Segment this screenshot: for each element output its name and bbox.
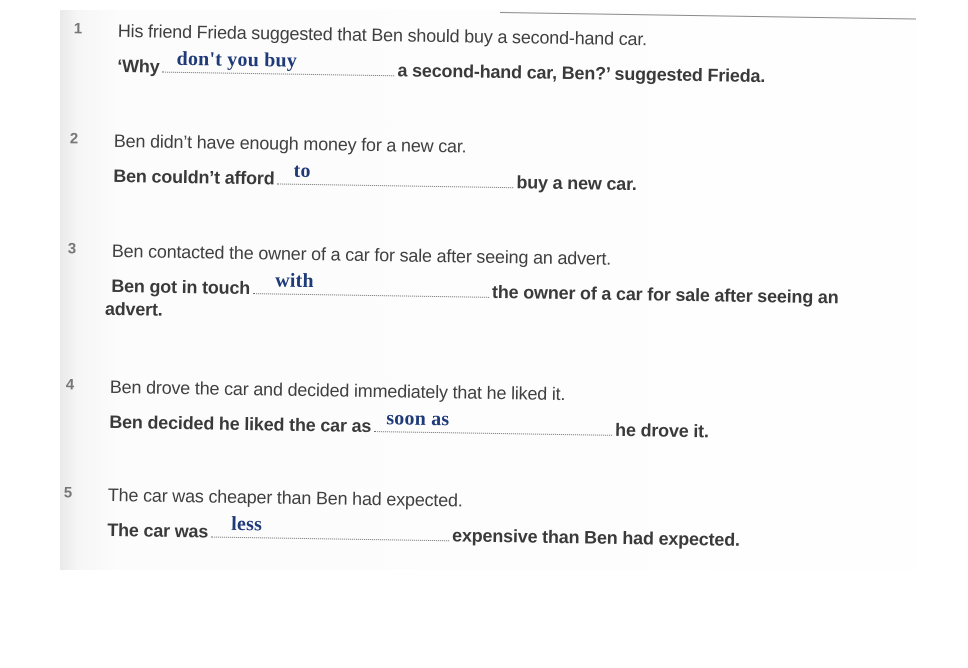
exercise-item-5: [60, 484, 906, 570]
item-number: 2: [69, 130, 79, 148]
sentence-start: The car was: [107, 519, 209, 542]
item-prompt: His friend Frieda suggested that Ben should buy a second-hand car.: [117, 20, 648, 50]
item-prompt: Ben contacted the owner of a car for sale after seeing an advert.: [111, 240, 612, 269]
exercise-item-4: [60, 376, 908, 489]
sentence-end: a second-hand car, Ben?’ suggested Frieda.: [397, 60, 766, 87]
exercise-item-3: [60, 240, 910, 353]
sentence-end: he drove it.: [614, 419, 709, 442]
sentence-continuation: advert.: [104, 298, 163, 320]
answer-blank[interactable]: [211, 512, 449, 542]
sentence-end: the owner of a car for sale after seeing an: [491, 281, 839, 308]
sentence-end: buy a new car.: [516, 172, 637, 195]
answer-blank[interactable]: [253, 269, 489, 298]
sentence-start: Ben got in touch: [111, 275, 251, 299]
sentence-start: ‘Why: [117, 55, 160, 77]
item-prompt: Ben drove the car and decided immediately that he liked it.: [109, 376, 566, 405]
handwritten-answer: soon as: [386, 407, 450, 431]
answer-sentence: [107, 512, 740, 551]
answer-sentence: [111, 269, 839, 308]
handwritten-answer: less: [231, 512, 263, 536]
item-prompt: The car was cheaper than Ben had expected.: [107, 484, 463, 511]
answer-blank[interactable]: [374, 407, 612, 436]
exercise-item-1: [60, 20, 916, 133]
answer-sentence: [117, 47, 766, 87]
handwritten-answer: with: [274, 269, 314, 293]
worksheet-scan: [60, 10, 916, 570]
page-edge-line: [500, 12, 916, 20]
sentence-end: expensive than Ben had expected.: [451, 525, 740, 550]
exercise-item-2: [60, 130, 912, 243]
answer-blank[interactable]: [277, 159, 513, 188]
sentence-start: Ben couldn’t afford: [113, 165, 275, 189]
answer-blank[interactable]: [162, 47, 394, 77]
item-number: 4: [65, 376, 75, 394]
item-number: 5: [63, 484, 73, 502]
handwritten-answer: don't you buy: [176, 47, 298, 72]
answer-sentence: [113, 159, 637, 195]
item-number: 1: [73, 20, 83, 38]
item-number: 3: [67, 240, 77, 258]
answer-sentence: [109, 407, 709, 442]
item-prompt: Ben didn’t have enough money for a new car.: [113, 130, 467, 157]
sentence-start: Ben decided he liked the car as: [109, 411, 372, 437]
handwritten-answer: to: [293, 159, 311, 183]
